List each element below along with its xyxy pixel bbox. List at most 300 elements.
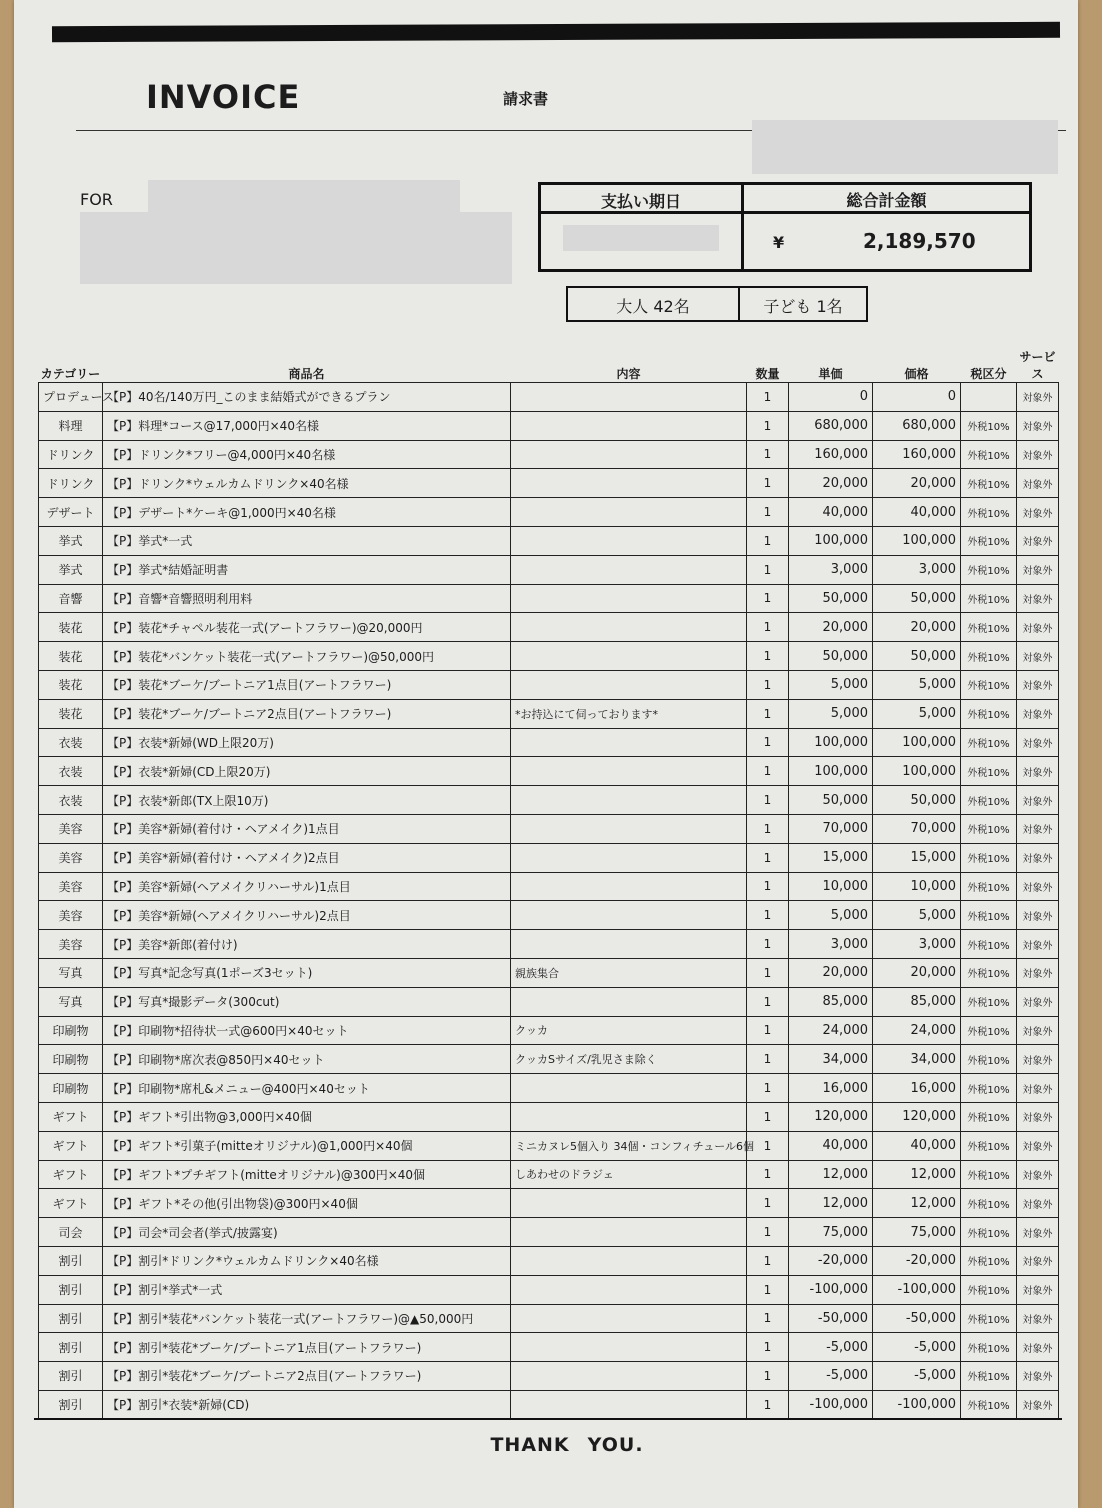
row-price: 16,000 [873, 1074, 961, 1103]
row-category: 印刷物 [39, 1074, 103, 1103]
row-price: -20,000 [873, 1246, 961, 1275]
row-unit-price: 5,000 [789, 670, 873, 699]
row-quantity: 1 [747, 1045, 789, 1074]
row-item-name: 【P】装花*ブーケ/ブートニア1点目(アートフラワー) [103, 670, 511, 699]
row-service: 対象外 [1017, 930, 1059, 959]
row-tax-category: 外税10% [961, 1275, 1017, 1304]
col-header-tax: 税区分 [970, 367, 1007, 381]
thank-you-message [14, 1434, 1102, 1456]
col-header-category: カテゴリー [40, 367, 101, 381]
row-price: 680,000 [873, 411, 961, 440]
guest-count-box [566, 286, 868, 322]
row-service: 対象外 [1017, 728, 1059, 757]
redacted-recipient-line1 [148, 180, 460, 212]
row-category: 音響 [39, 584, 103, 613]
col-header-quantity: 数量 [755, 367, 780, 381]
table-row [39, 642, 1059, 671]
row-unit-price: -5,000 [789, 1333, 873, 1362]
row-description [511, 1218, 747, 1247]
table-row [39, 728, 1059, 757]
row-quantity: 1 [747, 1275, 789, 1304]
row-price: 24,000 [873, 1016, 961, 1045]
row-service: 対象外 [1017, 1016, 1059, 1045]
row-price: 15,000 [873, 843, 961, 872]
row-price: 70,000 [873, 814, 961, 843]
row-item-name: 【P】割引*挙式*一式 [103, 1275, 511, 1304]
row-item-name: 【P】印刷物*招待状一式@600円×40セット [103, 1016, 511, 1045]
row-category: 美容 [39, 843, 103, 872]
row-description [511, 1246, 747, 1275]
row-service: 対象外 [1017, 1304, 1059, 1333]
row-unit-price: 680,000 [789, 411, 873, 440]
currency-symbol: ¥ [773, 233, 785, 252]
row-price: -100,000 [873, 1390, 961, 1419]
row-tax-category: 外税10% [961, 526, 1017, 555]
row-quantity: 1 [747, 526, 789, 555]
row-price: 10,000 [873, 872, 961, 901]
row-quantity: 1 [747, 1131, 789, 1160]
row-tax-category: 外税10% [961, 987, 1017, 1016]
row-service: 対象外 [1017, 498, 1059, 527]
row-tax-category: 外税10% [961, 930, 1017, 959]
row-item-name: 【P】美容*新婦(ヘアメイクリハーサル)2点目 [103, 901, 511, 930]
table-row [39, 1275, 1059, 1304]
row-quantity: 1 [747, 642, 789, 671]
row-description [511, 728, 747, 757]
row-quantity: 1 [747, 1246, 789, 1275]
row-quantity: 1 [747, 1074, 789, 1103]
table-row [39, 786, 1059, 815]
row-description [511, 901, 747, 930]
row-tax-category: 外税10% [961, 901, 1017, 930]
redacted-due-date [563, 225, 719, 251]
row-description [511, 1102, 747, 1131]
row-unit-price: 20,000 [789, 958, 873, 987]
row-tax-category: 外税10% [961, 1333, 1017, 1362]
row-category: 衣装 [39, 786, 103, 815]
row-unit-price: 12,000 [789, 1160, 873, 1189]
row-price: 5,000 [873, 670, 961, 699]
row-item-name: 【P】美容*新婦(ヘアメイクリハーサル)1点目 [103, 872, 511, 901]
row-quantity: 1 [747, 670, 789, 699]
row-item-name: 【P】印刷物*席札&メニュー@400円×40セット [103, 1074, 511, 1103]
row-quantity: 1 [747, 584, 789, 613]
row-category: ギフト [39, 1131, 103, 1160]
row-price: 50,000 [873, 584, 961, 613]
table-row [39, 1390, 1059, 1419]
row-description [511, 642, 747, 671]
row-quantity: 1 [747, 814, 789, 843]
row-description [511, 1304, 747, 1333]
row-item-name: 【P】料理*コース@17,000円×40名様 [103, 411, 511, 440]
row-unit-price: -20,000 [789, 1246, 873, 1275]
row-price: 40,000 [873, 498, 961, 527]
row-tax-category: 外税10% [961, 584, 1017, 613]
row-quantity: 1 [747, 1189, 789, 1218]
row-category: 美容 [39, 814, 103, 843]
row-quantity: 1 [747, 728, 789, 757]
col-header-price: 価格 [904, 367, 929, 381]
row-item-name: 【P】割引*装花*バンケット装花一式(アートフラワー)@▲50,000円 [103, 1304, 511, 1333]
row-tax-category: 外税10% [961, 1304, 1017, 1333]
row-price: 85,000 [873, 987, 961, 1016]
row-unit-price: 40,000 [789, 498, 873, 527]
row-unit-price: 100,000 [789, 757, 873, 786]
row-unit-price: 0 [789, 383, 873, 412]
table-row [39, 440, 1059, 469]
row-service: 対象外 [1017, 1246, 1059, 1275]
row-service: 対象外 [1017, 958, 1059, 987]
row-description [511, 383, 747, 412]
top-rule [52, 22, 1060, 42]
line-items-table [38, 348, 1059, 1420]
thanks-word: YOU. [587, 1434, 644, 1456]
row-description [511, 1074, 747, 1103]
row-unit-price: 12,000 [789, 1189, 873, 1218]
row-category: ドリンク [39, 469, 103, 498]
row-service: 対象外 [1017, 699, 1059, 728]
row-description [511, 1333, 747, 1362]
row-category: 割引 [39, 1246, 103, 1275]
row-price: 12,000 [873, 1189, 961, 1218]
row-item-name: 【P】デザート*ケーキ@1,000円×40名様 [103, 498, 511, 527]
row-service: 対象外 [1017, 555, 1059, 584]
row-item-name: 【P】ギフト*プチギフト(mitteオリジナル)@300円×40個 [103, 1160, 511, 1189]
row-item-name: 【P】割引*装花*ブーケ/ブートニア1点目(アートフラワー) [103, 1333, 511, 1362]
redacted-issuer [752, 120, 1058, 174]
row-service: 対象外 [1017, 584, 1059, 613]
row-tax-category: 外税10% [961, 1362, 1017, 1391]
row-service: 対象外 [1017, 1275, 1059, 1304]
row-price: -5,000 [873, 1333, 961, 1362]
invoice-subtitle: 請求書 [503, 90, 549, 108]
row-price: 50,000 [873, 786, 961, 815]
row-service: 対象外 [1017, 1362, 1059, 1391]
row-service: 対象外 [1017, 613, 1059, 642]
table-row [39, 1246, 1059, 1275]
row-unit-price: 120,000 [789, 1102, 873, 1131]
row-description [511, 786, 747, 815]
row-description [511, 584, 747, 613]
row-price: 40,000 [873, 1131, 961, 1160]
row-item-name: 【P】写真*撮影データ(300cut) [103, 987, 511, 1016]
row-quantity: 1 [747, 613, 789, 642]
row-price: 20,000 [873, 613, 961, 642]
adult-count: 大人 42名 [616, 297, 690, 316]
row-tax-category: 外税10% [961, 1074, 1017, 1103]
row-tax-category: 外税10% [961, 642, 1017, 671]
row-quantity: 1 [747, 901, 789, 930]
grand-total-label: 総合計金額 [846, 191, 927, 210]
row-unit-price: 40,000 [789, 1131, 873, 1160]
row-tax-category: 外税10% [961, 1160, 1017, 1189]
row-price: 12,000 [873, 1160, 961, 1189]
row-category: 割引 [39, 1362, 103, 1391]
row-tax-category: 外税10% [961, 1189, 1017, 1218]
row-price: 5,000 [873, 699, 961, 728]
row-category: 衣装 [39, 728, 103, 757]
row-service: 対象外 [1017, 440, 1059, 469]
row-quantity: 1 [747, 440, 789, 469]
row-unit-price: 75,000 [789, 1218, 873, 1247]
row-price: 100,000 [873, 526, 961, 555]
table-row [39, 1218, 1059, 1247]
row-item-name: 【P】衣装*新婦(CD上限20万) [103, 757, 511, 786]
row-unit-price: 3,000 [789, 930, 873, 959]
table-row [39, 584, 1059, 613]
row-tax-category: 外税10% [961, 1390, 1017, 1419]
row-service: 対象外 [1017, 1160, 1059, 1189]
row-price: 160,000 [873, 440, 961, 469]
row-tax-category: 外税10% [961, 1102, 1017, 1131]
row-category: 装花 [39, 613, 103, 642]
table-row [39, 814, 1059, 843]
row-service: 対象外 [1017, 670, 1059, 699]
row-category: 割引 [39, 1275, 103, 1304]
table-body [39, 383, 1059, 1420]
row-quantity: 1 [747, 383, 789, 412]
row-unit-price: 15,000 [789, 843, 873, 872]
row-tax-category: 外税10% [961, 411, 1017, 440]
row-unit-price: -50,000 [789, 1304, 873, 1333]
row-unit-price: 160,000 [789, 440, 873, 469]
row-description [511, 843, 747, 872]
row-tax-category: 外税10% [961, 469, 1017, 498]
table-row [39, 526, 1059, 555]
row-service: 対象外 [1017, 1074, 1059, 1103]
table-row [39, 498, 1059, 527]
row-category: 装花 [39, 670, 103, 699]
row-category: ドリンク [39, 440, 103, 469]
row-unit-price: -100,000 [789, 1390, 873, 1419]
row-description [511, 670, 747, 699]
row-category: デザート [39, 498, 103, 527]
row-description: 親族集合 [511, 958, 747, 987]
row-tax-category: 外税10% [961, 670, 1017, 699]
table-row [39, 1362, 1059, 1391]
row-unit-price: 24,000 [789, 1016, 873, 1045]
row-unit-price: 10,000 [789, 872, 873, 901]
row-unit-price: 16,000 [789, 1074, 873, 1103]
table-row [39, 958, 1059, 987]
row-service: 対象外 [1017, 814, 1059, 843]
row-unit-price: 34,000 [789, 1045, 873, 1074]
row-quantity: 1 [747, 1362, 789, 1391]
row-description [511, 1189, 747, 1218]
row-price: -5,000 [873, 1362, 961, 1391]
row-item-name: 【P】挙式*結婚証明書 [103, 555, 511, 584]
row-item-name: 【P】音響*音響照明利用料 [103, 584, 511, 613]
row-quantity: 1 [747, 786, 789, 815]
row-category: 装花 [39, 699, 103, 728]
row-service: 対象外 [1017, 901, 1059, 930]
row-price: 0 [873, 383, 961, 412]
row-description [511, 757, 747, 786]
row-service: 対象外 [1017, 1131, 1059, 1160]
row-service: 対象外 [1017, 786, 1059, 815]
row-service: 対象外 [1017, 872, 1059, 901]
row-tax-category: 外税10% [961, 498, 1017, 527]
row-price: -100,000 [873, 1275, 961, 1304]
row-service: 対象外 [1017, 1045, 1059, 1074]
row-category: 割引 [39, 1390, 103, 1419]
table-row [39, 613, 1059, 642]
row-unit-price: 100,000 [789, 728, 873, 757]
row-tax-category: 外税10% [961, 757, 1017, 786]
row-price: 20,000 [873, 958, 961, 987]
row-quantity: 1 [747, 1390, 789, 1419]
row-unit-price: 3,000 [789, 555, 873, 584]
row-quantity: 1 [747, 757, 789, 786]
row-tax-category: 外税10% [961, 1045, 1017, 1074]
row-tax-category: 外税10% [961, 440, 1017, 469]
row-category: 印刷物 [39, 1045, 103, 1074]
row-quantity: 1 [747, 498, 789, 527]
row-quantity: 1 [747, 1160, 789, 1189]
row-service: 対象外 [1017, 1102, 1059, 1131]
row-price: 50,000 [873, 642, 961, 671]
row-tax-category: 外税10% [961, 872, 1017, 901]
row-price: 34,000 [873, 1045, 961, 1074]
row-category: 料理 [39, 411, 103, 440]
row-service: 対象外 [1017, 469, 1059, 498]
table-row [39, 843, 1059, 872]
invoice-title: INVOICE [146, 78, 301, 116]
row-price: 5,000 [873, 901, 961, 930]
row-unit-price: -100,000 [789, 1275, 873, 1304]
row-quantity: 1 [747, 555, 789, 584]
row-description [511, 1362, 747, 1391]
row-item-name: 【P】美容*新婦(着付け・ヘアメイク)2点目 [103, 843, 511, 872]
row-item-name: 【P】ドリンク*ウェルカムドリンク×40名様 [103, 469, 511, 498]
row-category: プロデュース [39, 383, 103, 412]
row-description [511, 814, 747, 843]
row-service: 対象外 [1017, 1218, 1059, 1247]
row-description [511, 987, 747, 1016]
table-row [39, 699, 1059, 728]
row-price: 75,000 [873, 1218, 961, 1247]
row-category: 司会 [39, 1218, 103, 1247]
row-description: クッカSサイズ/乳児さま除く [511, 1045, 747, 1074]
bill-to-label: FOR [80, 190, 113, 209]
table-row [39, 1160, 1059, 1189]
row-category: 写真 [39, 958, 103, 987]
row-quantity: 1 [747, 411, 789, 440]
row-quantity: 1 [747, 699, 789, 728]
row-category: ギフト [39, 1102, 103, 1131]
row-item-name: 【P】40名/140万円_このまま結婚式ができるプラン [103, 383, 511, 412]
row-item-name: 【P】美容*新婦(着付け・ヘアメイク)1点目 [103, 814, 511, 843]
row-service: 対象外 [1017, 757, 1059, 786]
row-quantity: 1 [747, 987, 789, 1016]
row-description: クッカ [511, 1016, 747, 1045]
row-quantity: 1 [747, 1333, 789, 1362]
due-date-label: 支払い期日 [600, 192, 681, 211]
table-row [39, 1102, 1059, 1131]
row-item-name: 【P】装花*ブーケ/ブートニア2点目(アートフラワー) [103, 699, 511, 728]
table-row [39, 1045, 1059, 1074]
row-tax-category: 外税10% [961, 958, 1017, 987]
row-unit-price: 50,000 [789, 642, 873, 671]
row-tax-category: 外税10% [961, 786, 1017, 815]
row-category: 挙式 [39, 555, 103, 584]
row-unit-price: 100,000 [789, 526, 873, 555]
row-quantity: 1 [747, 1102, 789, 1131]
row-service: 対象外 [1017, 642, 1059, 671]
row-service: 対象外 [1017, 1333, 1059, 1362]
row-unit-price: 70,000 [789, 814, 873, 843]
table-row [39, 1016, 1059, 1045]
row-tax-category: 外税10% [961, 1131, 1017, 1160]
row-description [511, 555, 747, 584]
row-tax-category: 外税10% [961, 843, 1017, 872]
row-quantity: 1 [747, 1016, 789, 1045]
row-price: 3,000 [873, 930, 961, 959]
table-row [39, 670, 1059, 699]
row-description [511, 440, 747, 469]
row-category: ギフト [39, 1189, 103, 1218]
row-item-name: 【P】装花*バンケット装花一式(アートフラワー)@50,000円 [103, 642, 511, 671]
row-service: 対象外 [1017, 526, 1059, 555]
row-service: 対象外 [1017, 843, 1059, 872]
row-item-name: 【P】割引*衣装*新婦(CD) [103, 1390, 511, 1419]
row-description [511, 469, 747, 498]
row-price: 20,000 [873, 469, 961, 498]
row-tax-category: 外税10% [961, 1246, 1017, 1275]
row-price: 3,000 [873, 555, 961, 584]
table-row [39, 872, 1059, 901]
row-price: 100,000 [873, 728, 961, 757]
table-row [39, 901, 1059, 930]
row-unit-price: 5,000 [789, 699, 873, 728]
row-item-name: 【P】美容*新郎(着付け) [103, 930, 511, 959]
table-row [39, 930, 1059, 959]
row-unit-price: 85,000 [789, 987, 873, 1016]
row-tax-category: 外税10% [961, 1016, 1017, 1045]
footer-rule [34, 1418, 1062, 1420]
row-category: 美容 [39, 872, 103, 901]
row-unit-price: 20,000 [789, 613, 873, 642]
row-item-name: 【P】割引*ドリンク*ウェルカムドリンク×40名様 [103, 1246, 511, 1275]
row-service: 対象外 [1017, 383, 1059, 412]
row-quantity: 1 [747, 843, 789, 872]
row-description [511, 872, 747, 901]
table-row [39, 1131, 1059, 1160]
row-item-name: 【P】挙式*一式 [103, 526, 511, 555]
row-item-name: 【P】ギフト*引出物@3,000円×40個 [103, 1102, 511, 1131]
row-category: 美容 [39, 901, 103, 930]
row-service: 対象外 [1017, 411, 1059, 440]
row-category: 写真 [39, 987, 103, 1016]
row-item-name: 【P】写真*記念写真(1ポーズ3セット) [103, 958, 511, 987]
row-item-name: 【P】割引*装花*ブーケ/ブートニア2点目(アートフラワー) [103, 1362, 511, 1391]
row-tax-category: 外税10% [961, 814, 1017, 843]
row-quantity: 1 [747, 958, 789, 987]
table-row [39, 1189, 1059, 1218]
row-item-name: 【P】衣装*新婦(WD上限20万) [103, 728, 511, 757]
row-description [511, 930, 747, 959]
row-description: ミニカヌレ5個入り 34個・コンフィチュール6個 [511, 1131, 747, 1160]
row-item-name: 【P】ギフト*その他(引出物袋)@300円×40個 [103, 1189, 511, 1218]
table-row [39, 987, 1059, 1016]
table-row [39, 1074, 1059, 1103]
table-header-row [39, 348, 1059, 383]
row-description: しあわせのドラジェ [511, 1160, 747, 1189]
table-row [39, 555, 1059, 584]
row-unit-price: 20,000 [789, 469, 873, 498]
row-description [511, 1390, 747, 1419]
row-item-name: 【P】ギフト*引菓子(mitteオリジナル)@1,000円×40個 [103, 1131, 511, 1160]
